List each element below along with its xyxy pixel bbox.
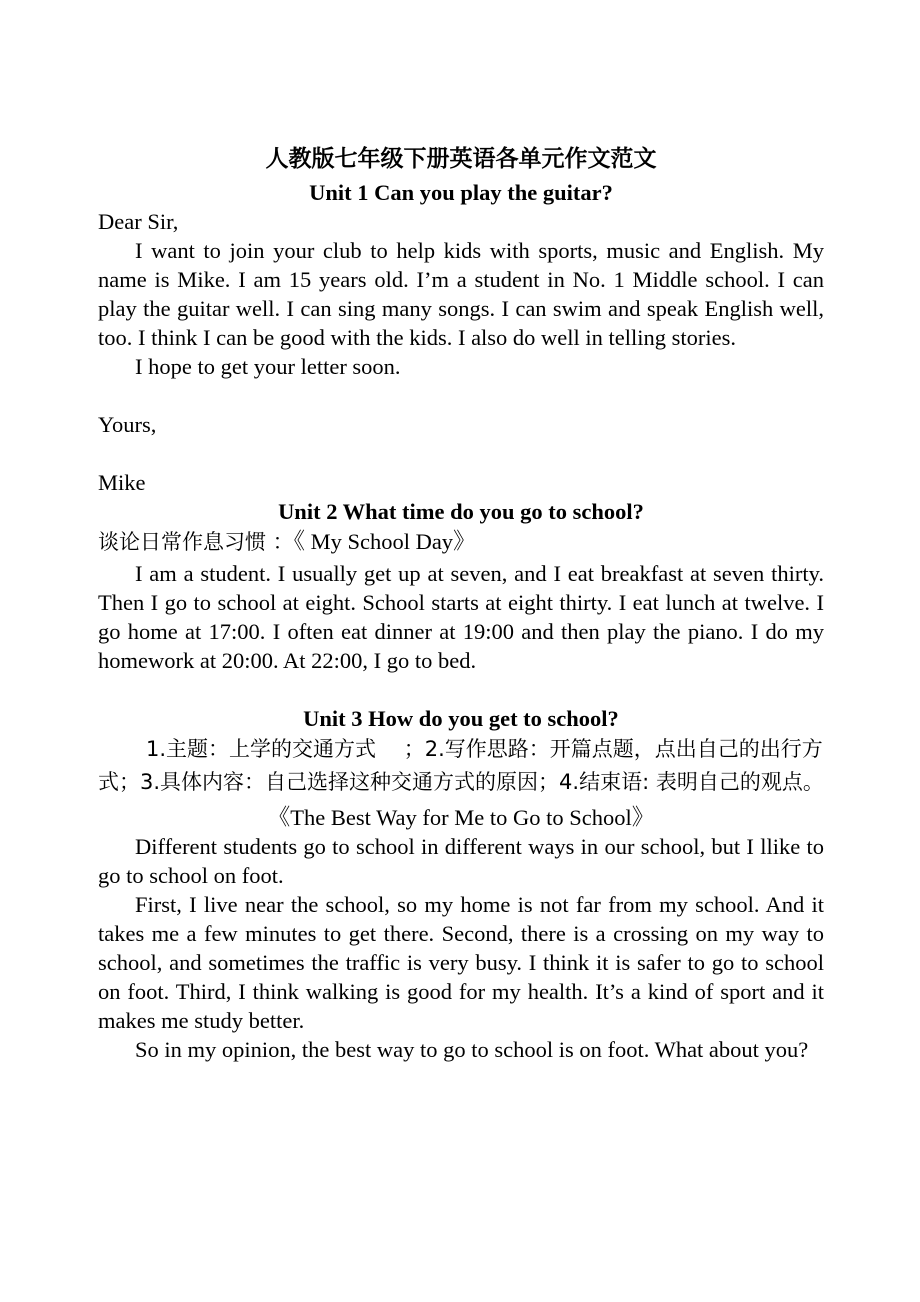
unit1-signature: Mike — [98, 470, 146, 495]
unit2-topic-line — [98, 526, 824, 559]
unit3-essay-title: 《The Best Way for Me to Go to School》 — [267, 805, 655, 830]
unit1-section — [98, 178, 824, 497]
unit3-paragraph-1: Different students go to school in different ways in our school, but I llike to go to school on foot. — [98, 834, 824, 888]
document-title: 人教版七年级下册英语各单元作文范文 — [265, 146, 657, 172]
blank-line — [98, 675, 824, 704]
blank-line — [98, 439, 824, 468]
unit3-paragraph-2: First, I live near the school, so my home is not far from my school. And it takes me a few minutes to get there. Second, there is a crossing on my way to school, and sometimes the traffic is very busy. I think it is safer to go to school on foot. Third, I think walking is good for my health. It’s a kind of sport and it makes me study better. — [98, 892, 824, 1033]
unit2-topic-cn: 谈论日常作息习惯 ： — [98, 530, 294, 554]
unit1-closing: Yours, — [98, 412, 157, 437]
unit3-writing-guide: 1.主题：上学的交通方式 ；2.写作思路：开篇点题，点出自己的出行方式；3.具体内容：自己选择这种交通方式的原因；4.结束语: 表明自己的观点。 — [98, 737, 824, 794]
unit2-heading: Unit 2 What time do you go to school? — [278, 499, 644, 524]
unit1-paragraph-2: I hope to get your letter soon. — [135, 354, 401, 379]
blank-line — [98, 381, 824, 410]
unit3-heading: Unit 3 How do you get to school? — [303, 706, 619, 731]
unit3-paragraph-3: So in my opinion, the best way to go to school is on foot. What about you? — [135, 1037, 809, 1062]
unit1-salutation: Dear Sir, — [98, 209, 179, 234]
unit3-section — [98, 704, 824, 1064]
unit1-paragraph-1: I want to join your club to help kids with sports, music and English. My name is Mike. I am 15 years old. I’m a student in No. 1 Middle school. I can play the guitar well. I can sing many songs. I can swim and speak English well, too. I think I can be good with the kids. I also do well in telling stories. — [98, 238, 824, 350]
unit2-topic-title: 《 My School Day》 — [293, 529, 476, 554]
unit2-section — [98, 497, 824, 704]
unit2-paragraph-1: I am a student. I usually get up at seven, and I eat breakfast at seven thirty. Then I go to school at eight. School starts at eight thirty. I eat lunch at twelve. I go home at 17:00. I often eat dinner at 19:00 and then play the piano. I do my homework at 20:00. At 22:00, I go to bed. — [98, 561, 824, 673]
unit1-heading: Unit 1 Can you play the guitar? — [309, 180, 613, 205]
